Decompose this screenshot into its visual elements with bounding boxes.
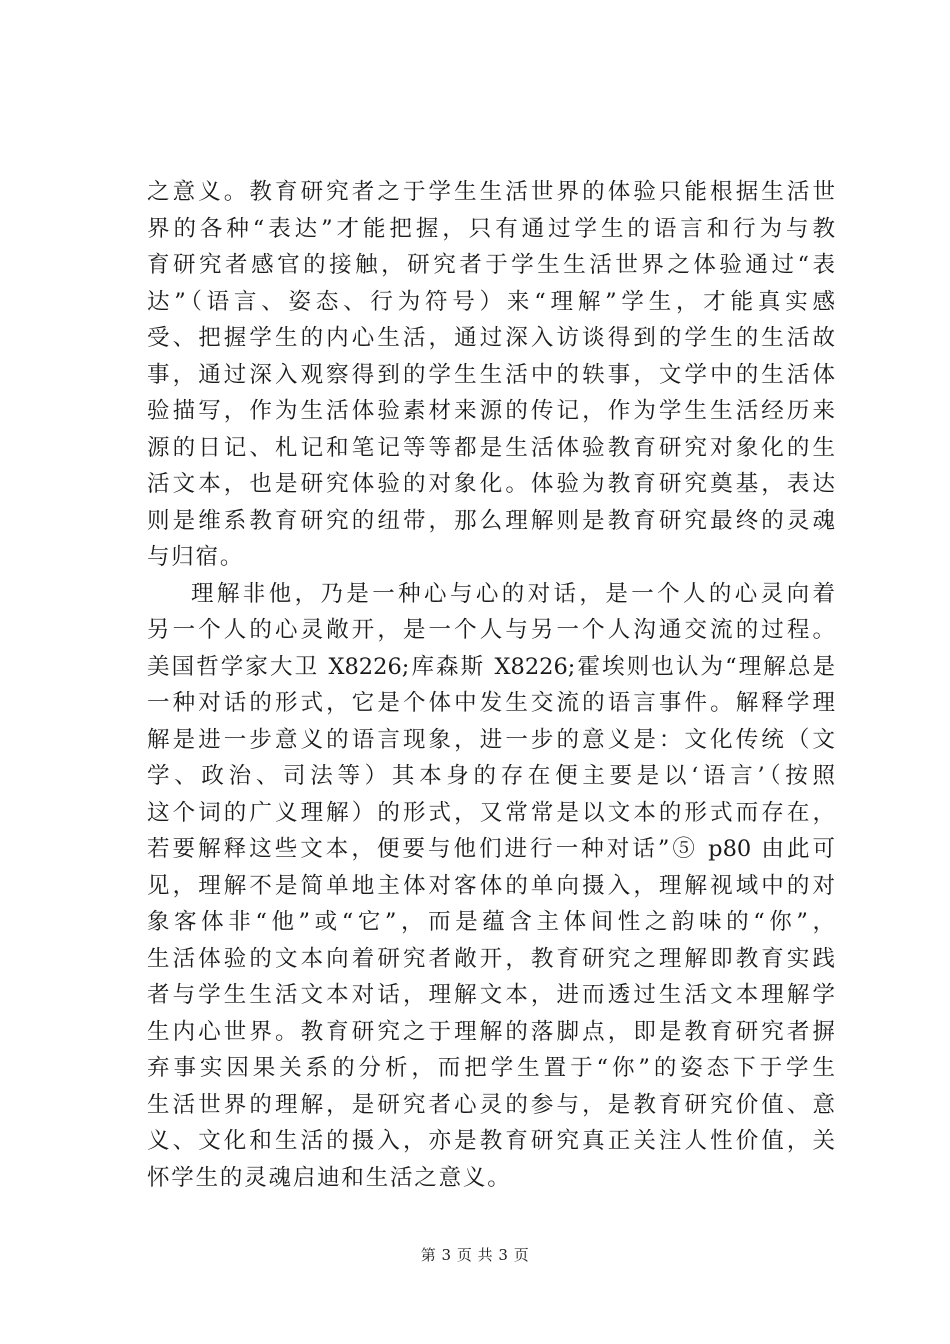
text-line: 验描写，作为生活体验素材来源的传记，作为学生生活经历来	[147, 398, 835, 424]
text-line: 生活体验的文本向着研究者敞开，教育研究之理解即教育实践	[147, 945, 835, 972]
page-footer	[0, 1244, 950, 1265]
text-line: 象客体非“他”或“它”，而是蕴含主体间性之韵味的“你”，	[147, 909, 835, 935]
text-line: 美国哲学家大卫 X8226;库森斯 X8226;霍埃则也认为“理解总是	[147, 653, 835, 680]
text-line: 学、政治、司法等）其本身的存在便主要是以‘语言’（按照	[147, 763, 835, 789]
paragraph-first-line: 理解非他，乃是一种心与心的对话，是一个人的心灵向着	[191, 580, 835, 607]
text-line: 生活世界的理解，是研究者心灵的参与，是教育研究价值、意	[147, 1091, 835, 1118]
text-line: 怀学生的灵魂启迪和生活之意义。	[147, 1164, 512, 1191]
text-line: 事，通过深入观察得到的学生生活中的轶事，文学中的生活体	[147, 361, 835, 388]
text-line: 活文本，也是研究体验的对象化。体验为教育研究奠基，表达	[147, 471, 835, 497]
text-line: 若要解释这些文本，便要与他们进行一种对话”⑤ p80 由此可	[147, 836, 835, 862]
text-line: 与归宿。	[147, 544, 245, 570]
text-line: 者与学生生活文本对话，理解文本，进而透过生活文本理解学	[147, 982, 835, 1008]
text-line: 之意义。教育研究者之于学生生活世界的体验只能根据生活世	[147, 179, 835, 205]
text-line: 则是维系教育研究的纽带，那么理解则是教育研究最终的灵魂	[147, 507, 835, 534]
body-text	[147, 174, 835, 1196]
text-line: 解是进一步意义的语言现象，进一步的意义是：文化传统（文	[147, 726, 835, 753]
text-line: 达”（语言、姿态、行为符号）来“理解”学生，才能真实感	[147, 288, 835, 315]
text-line: 界的各种“表达”才能把握，只有通过学生的语言和行为与教	[147, 215, 835, 242]
text-line: 育研究者感官的接触，研究者于学生生活世界之体验通过“表	[147, 252, 835, 278]
text-line: 生内心世界。教育研究之于理解的落脚点，即是教育研究者摒	[147, 1018, 835, 1045]
text-line: 另一个人的心灵敞开，是一个人与另一个人沟通交流的过程。	[147, 617, 835, 643]
text-line: 弃事实因果关系的分析，而把学生置于“你”的姿态下于学生	[147, 1055, 835, 1081]
text-line: 义、文化和生活的摄入，亦是教育研究真正关注人性价值，关	[147, 1128, 835, 1154]
text-line: 一种对话的形式，它是个体中发生交流的语言事件。解释学理	[147, 690, 835, 716]
text-line: 受、把握学生的内心生活，通过深入访谈得到的学生的生活故	[147, 325, 835, 351]
text-line: 见，理解不是简单地主体对客体的单向摄入，理解视域中的对	[147, 872, 835, 899]
text-line: 源的日记、札记和笔记等等都是生活体验教育研究对象化的生	[147, 434, 835, 461]
page-number: 第 3 页 共 3 页	[420, 1246, 530, 1264]
text-line: 这个词的广义理解）的形式，又常常是以文本的形式而存在，	[147, 799, 835, 826]
